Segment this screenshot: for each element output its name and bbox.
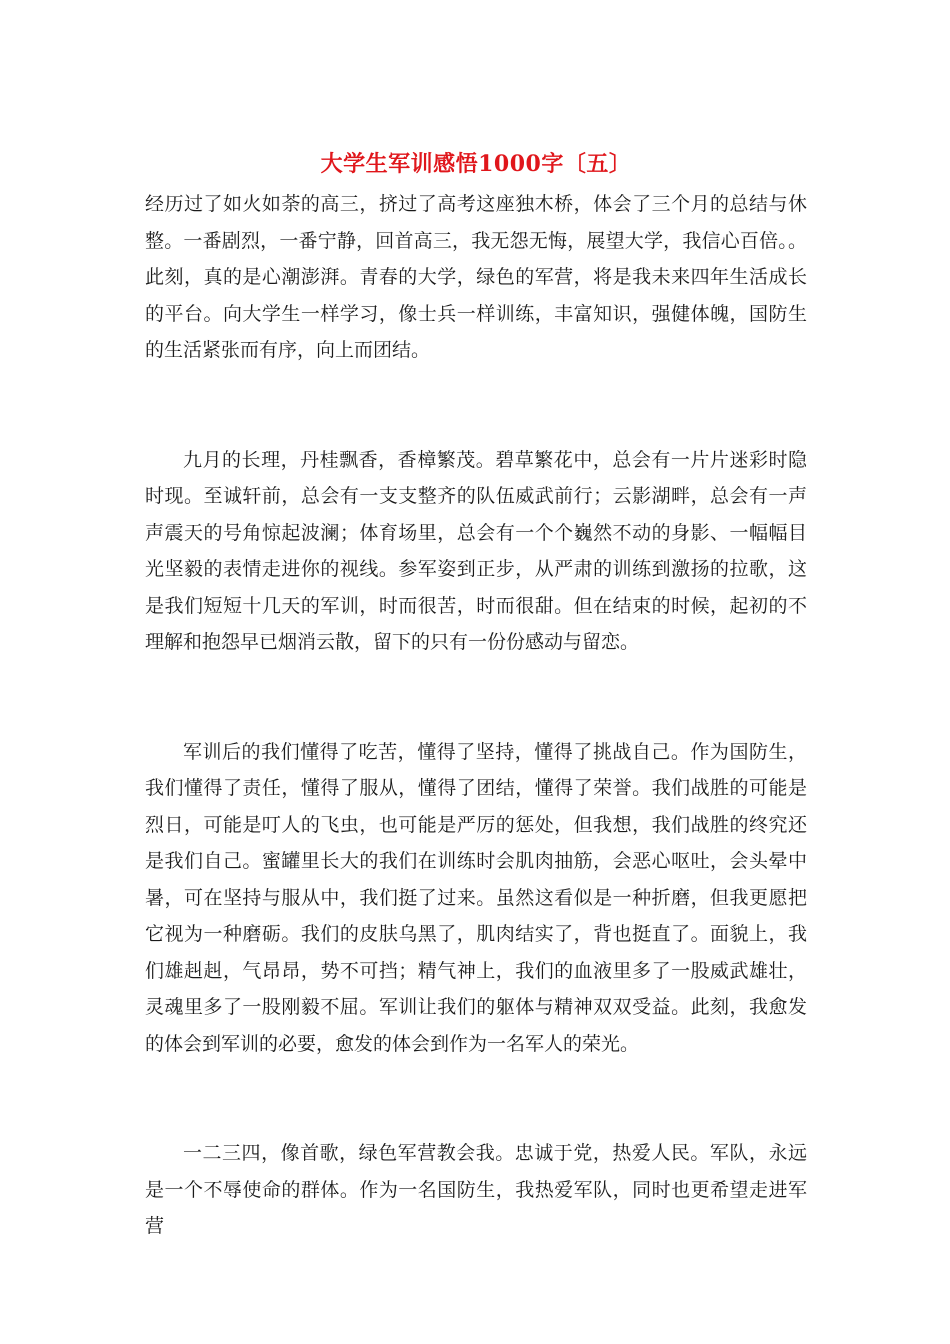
paragraph-spacer — [145, 1062, 807, 1135]
paragraph-4: 一二三四，像首歌，绿色军营教会我。忠诚于党，热爱人民。军队，永远是一个不辱使命的群体。作为一名国防生，我热爱军队，同时也更希望走进军营 — [145, 1142, 807, 1237]
document-title: 大学生军训感悟1000字〔五〕 — [320, 151, 632, 177]
paragraph-1: 经历过了如火如荼的高三，挤过了高考这座独木桥，体会了三个月的总结与休整。一番剧烈，一番宁静，回首高三，我无怨无悔，展望大学，我信心百倍。。此刻，真的是心潮澎湃。青春的大学，绿色的军营，将是我未来四年生活成长的平台。向大学生一样学习，像士兵一样训练，丰富知识，强健体魄，国防生的生活紧张而有序，向上而团结。 — [145, 193, 807, 361]
paragraph-spacer — [145, 661, 807, 734]
document-page — [145, 148, 807, 1245]
paragraph-2: 九月的长理，丹桂飘香，香樟繁茂。碧草繁花中，总会有一片片迷彩时隐时现。至诚轩前，总会有一支支整齐的队伍威武前行；云影湖畔，总会有一声声震天的号角惊起波澜；体育场里，总会有一个个巍然不动的身影、一幅幅目光坚毅的表情走进你的视线。参军姿到正步，从严肃的训练到激扬的拉歌，这是我们短短十几天的军训，时而很苦，时而很甜。但在结束的时候，起初的不理解和抱怨早已烟消云散，留下的只有一份份感动与留恋。 — [145, 448, 807, 653]
paragraph-spacer — [145, 369, 807, 442]
paragraph-3: 军训后的我们懂得了吃苦，懂得了坚持，懂得了挑战自己。作为国防生，我们懂得了责任，懂得了服从，懂得了团结，懂得了荣誉。我们战胜的可能是烈日，可能是叮人的飞虫，也可能是严厉的惩处，但我想，我们战胜的终究还是我们自己。蜜罐里长大的我们在训练时会肌肉抽筋，会恶心呕吐，会头晕中暑，可在坚持与服从中，我们挺了过来。虽然这看似是一种折磨，但我更愿把它视为一种磨砺。我们的皮肤乌黑了，肌肉结实了，背也挺直了。面貌上，我们雄赳赳，气昂昂，势不可挡；精气神上，我们的血液里多了一股威武雄壮，灵魂里多了一股刚毅不屈。军训让我们的躯体与精神双双受益。此刻，我愈发的体会到军训的必要，愈发的体会到作为一名军人的荣光。 — [145, 740, 807, 1055]
